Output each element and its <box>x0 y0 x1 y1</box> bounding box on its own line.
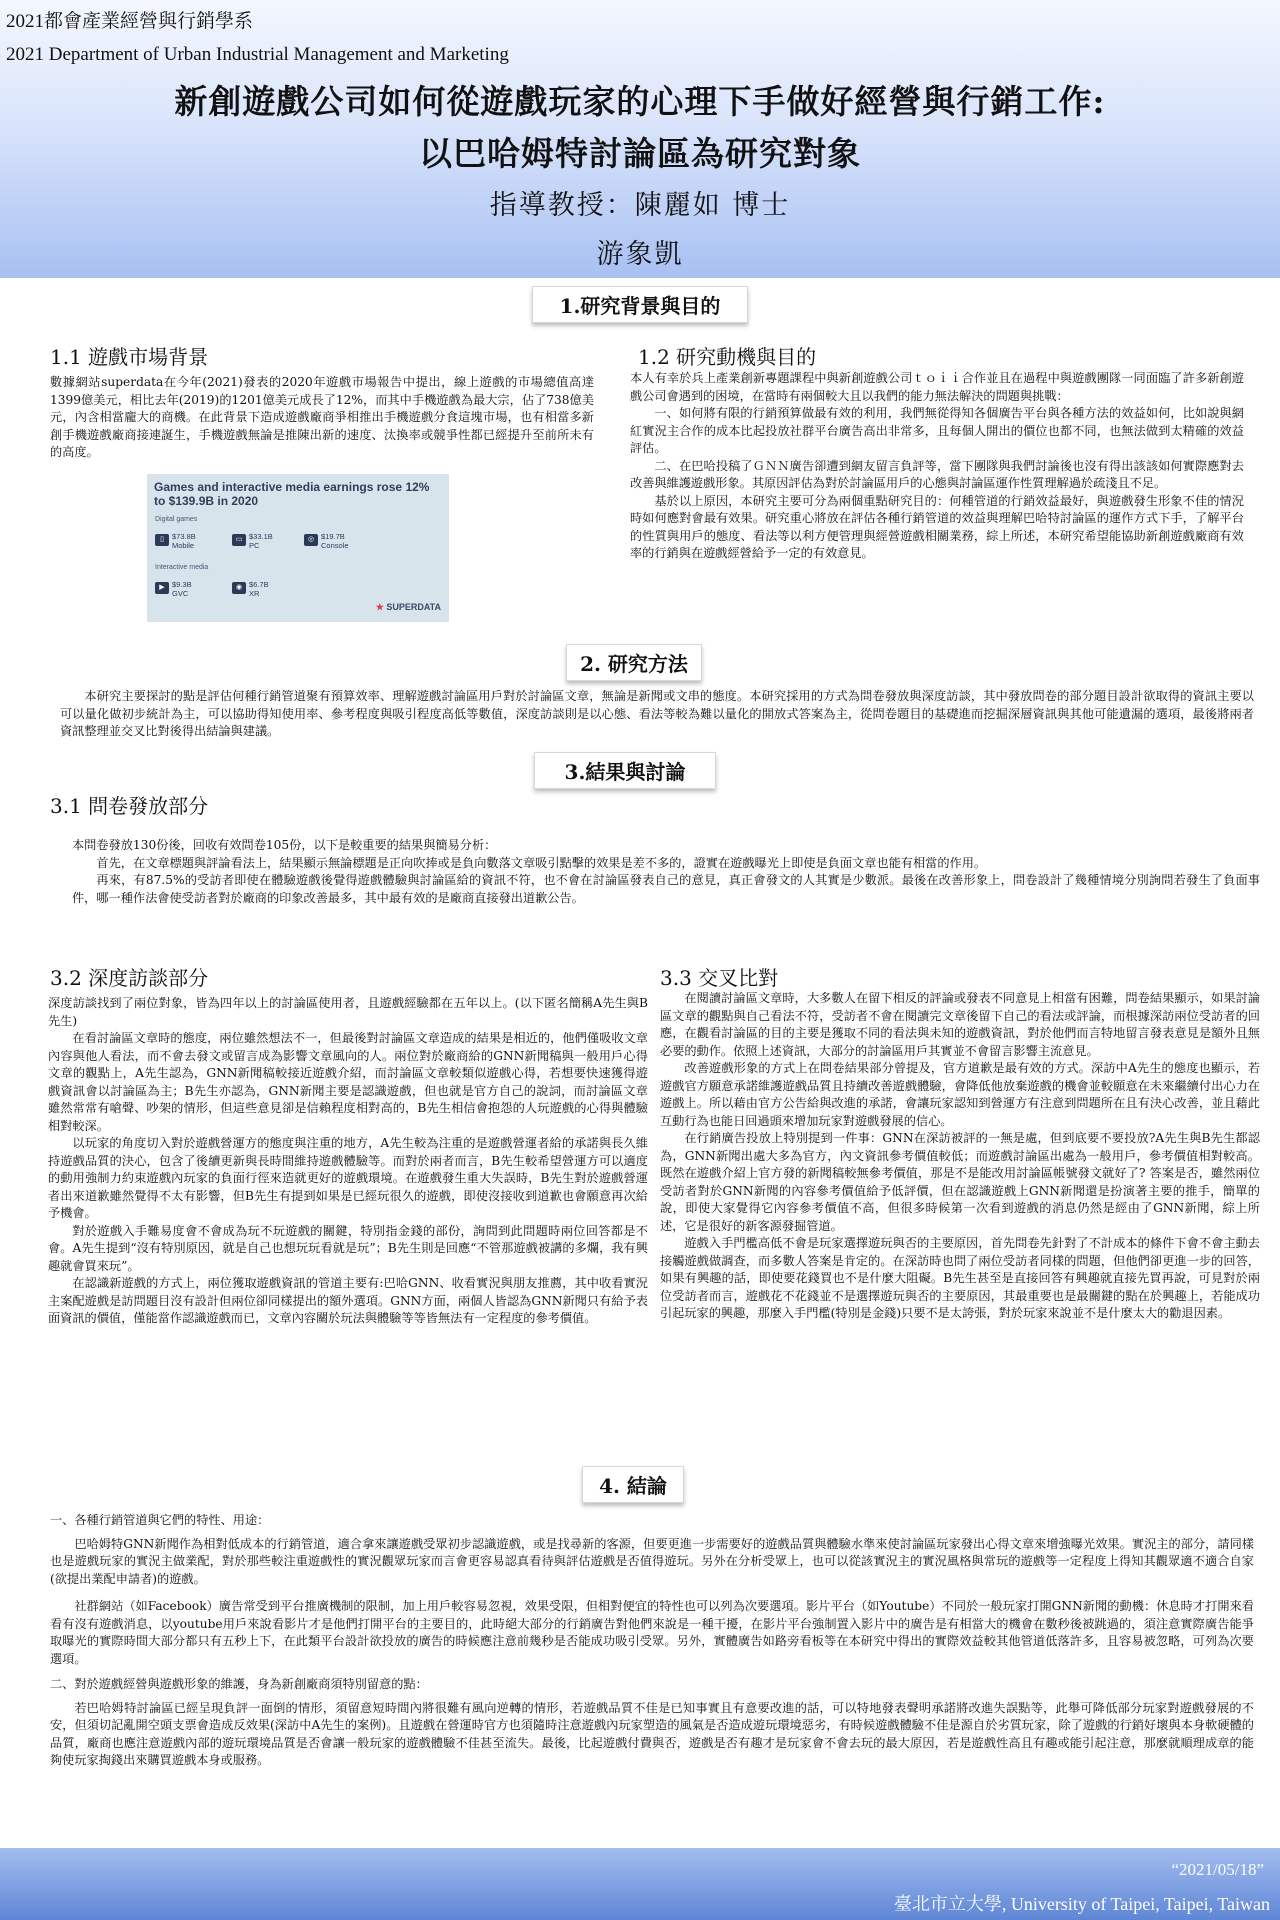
pc-value: $33.1B <box>249 532 273 541</box>
poster-header <box>0 0 1280 278</box>
gvc-icon: ▶ <box>155 582 169 594</box>
crosscheck-paragraph-2: 改善遊戲形象的方式上在問卷結果部分曾提及，官方道歉是最有效的方式。深訪中A先生的態度也顯示，若遊戲官方願意承諾維護遊戲品質且持續改善遊戲體驗，會降低他放棄遊戲的機會並較願意在未來繼續付出心力在遊戲上。所以藉由官方公告給與改進的承諾，會讓玩家認知到營運方有注意到問題所在且有決心改善，並且藉此互動行為也能日回過頭來增加玩家對遊戲發展的信心。 <box>660 1061 1260 1128</box>
digital-games-label: Digital games <box>155 516 198 523</box>
console-value: $19.7B <box>321 532 345 541</box>
method-paragraph: 本研究主要探討的點是評估何種行銷管道聚有預算效率、理解遊戲討論區用戶對於討論區文章，無論是新聞或文串的態度。本研究採用的方式為問卷發放與深度訪談，其中發放問卷的部分題目設計欲取得的資訊主要以可以量化做初步統計為主，可以協助得知使用率、參考程度與吸引程度高低等數值，深度訪談則是以心態、看法等較為難以量化的開放式答案為主，從問卷題目的基礎進而挖掘深層資訊與其他可能遺漏的選項，最後將兩者資訊整理並交叉比對後得出結論與建議。 <box>60 689 1254 738</box>
superdata-earnings-figure <box>147 474 449 622</box>
xr-name: XR <box>249 589 260 598</box>
conclusion-paragraph-1: 巴哈姆特GNN新聞作為相對低成本的行銷管道，適合拿來讓遊戲受眾初步認識遊戲，或是找尋新的客源，但要更進一步需要好的遊戲品質與體驗水準來使討論區玩家發出心得文章來增強曝光效果。實況主的部分，請同樣也是遊戲玩家的實況主做業配，對於那些較注重遊戲性的實況觀眾玩家而言會更容易認真看待與評估遊戲是否值得遊玩。另外在分析受眾上，也可以從該實況主的實況風格與常玩的遊戲等一定程度上得知其觀眾適不適合自家(欲提出業配申請者)的遊戲。 <box>50 1536 1254 1586</box>
conclusion-paragraph-2: 社群網站（如Facebook）廣告常受到平台推廣機制的限制，加上用戶較容易忽視，效果受限，但相對便宜的特性也可以列為次要選項。影片平台（如Youtube）不同於一般玩家打開GNN新聞的動機：休息時才打開來看看有沒有遊戲消息，以youtube用戶來說看影片才是他們打開平台的主要目的，此時絕大部分的行銷廣告對他們來說是一種干擾，在影片平台強制置入影片中的廣告是有相當大的機會在數秒後被跳過的，須注意實際廣告能爭取曝光的實際時間大部分都只有五秒上下，在此類平台設計欲投放的廣告的時候應注意前幾秒是否能成功吸引受眾。另外，實體廣告如路旁看板等在本研究中得出的實際效益較其他管道低落許多，且容易被忽略，可列為次要選項。 <box>50 1599 1254 1666</box>
market-paragraph: 數據網站superdata在今年(2021)發表的2020年遊戲市場報告中提出，線上遊戲的市場總值高達1399億美元，相比去年(2019)的1201億美元成長了12%，而其中手機遊戲為最大宗，佔了738億美元，內含相當龐大的商機。在此背景下造成遊戲廠商爭相推出手機遊戲分食這塊市場，也有相當多新創手機遊戲廠商接連誕生，手機遊戲無論是推陳出新的速度、汰換率或競爭性都已經提升至前所未有的高度。 <box>50 375 594 459</box>
motivation-paragraph-4: 基於以上原因，本研究主要可分為兩個重點研究目的：何種管道的行銷效益最好，與遊戲發生形象不佳的情況時如何應對會最有效果。研究重心將放在評估各種行銷管道的效益與理解巴哈特討論區的運作方式下手，了解平台的性質與用戶的態度、看法等以利方便管理與經營遊戲相關業務，綜上所述，本研究希望能協助新創遊戲廠商有效率的行銷與在遊戲經營給予一定的有效意見。 <box>630 493 1244 560</box>
interview-text <box>48 995 648 1328</box>
figure-title: Games and interactive media earnings rose 12% to $139.9B in 2020 <box>154 480 430 508</box>
section-title-method: 2. 研究方法 <box>566 644 702 681</box>
motivation-paragraph-3: 二、在巴哈投稿了ＧＮＮ廣告卻遭到網友留言負評等，當下團隊與我們討論後也沒有得出該該如何實際應對去改善與維護遊戲形象。其原因評估為對於討論區用戶的心態與討論區運作性質理解過於疏淺且不足。 <box>630 458 1244 490</box>
motivation-text <box>630 370 1244 563</box>
interview-paragraph-5: 在認識新遊戲的方式上，兩位獲取遊戲資訊的管道主要有:巴哈GNN、收看實況與朋友推薦，其中收看實況主案配遊戲是訪問題目沒有設計但兩位卻同樣提出的額外選項。GNN方面，兩個人皆認為GNN新聞只有給予表面資訊的價值，僅能當作認識遊戲而已，文章內容關於玩法與體驗等等皆無法有一定程度的參考價值。 <box>48 1276 648 1325</box>
motivation-paragraph-2: 一、如何將有限的行銷預算做最有效的利用，我們無從得知各個廣告平台與各種方法的效益如何，比如說與網紅實況主合作的成本比起投放社群平台廣告高出非常多，且每個人開出的價位也都不同，也無法做到太精確的效益評估。 <box>630 406 1244 455</box>
xr-value: $6.7B <box>249 580 269 589</box>
crosscheck-paragraph-3: 在行銷廣告投放上特別提到一件事：GNN在深訪被評的一無是處，但到底要不要投放?A先生與B先生都認為，GNN新聞出處大多為官方，內文資訊參考價值較低；而遊戲討論區出處為一般用戶，參考價值相對較高。既然在遊戲介紹上官方發的新聞稿較無參考價值，那是不是能改用討論區帳號發文就好了? 答案是否，雖然兩位受訪者對於GNN新聞的內容參考價值給予低評價，但在認識遊戲上GNN新聞還是扮演著主要的推手，簡單的說，即使大家覺得它內容參考價值不高，但很多時候第一次看到遊戲的消息仍然是經由了GNN新聞，綜上所述，它是很好的新客源發掘管道。 <box>660 1131 1260 1233</box>
console-icon: ◎ <box>304 534 318 546</box>
section-title-results: 3.結果與討論 <box>534 752 716 789</box>
interview-paragraph-4: 對於遊戲入手難易度會不會成為玩不玩遊戲的關鍵，特別指金錢的部份，詢問到此問題時兩位回答都是不會。A先生提到“沒有特別原因，就是自己也想玩玩看就是玩”；B先生則是回應“不管那遊戲被講的多爛，我有興趣就會買來玩”。 <box>48 1223 648 1273</box>
mobile-value: $73.8B <box>172 532 196 541</box>
motivation-paragraph-1: 本人有幸於兵上產業創新專題課程中與新創遊戲公司ｔｏｉｉ合作並且在過程中與遊戲團隊一同面臨了許多新創遊戲公司會遇到的困境，在當時有兩個較大且以我們的能力無法解決的問題與挑戰： <box>630 371 1244 403</box>
method-text <box>60 688 1254 741</box>
subsection-heading-interview: 3.2 深度訪談部分 <box>50 966 209 990</box>
poster-title-line2: 以巴哈姆特討論區為研究對象 <box>419 134 861 173</box>
university-name: 臺北市立大學, University of Taipei, Taipei, Taiwan <box>893 1894 1270 1914</box>
author: 游象凱 <box>596 239 684 270</box>
interview-paragraph-2: 在看討論區文章時的態度，兩位雖然想法不一，但最後對討論區文章造成的結果是相近的，他們僅吸收文章內容與他人看法，而不會去發文或留言成為影響文章風向的人。兩位對於廠商給的GNN新聞稿與一般用戶心得文章的觀點上，A先生認為，GNN新聞稿較接近遊戲介紹，而討論區文章較類似遊戲心得，若想要快速獲得遊戲資訊會以討論區為主；B先生亦認為，GNN新聞主要是認識遊戲，但也就是官方自己的說詞，而討論區文章雖然常常有嗆聲、吵架的情形，但這些意見卻是信賴程度相對高的，B先生相信會抱怨的人玩遊戲的心得與體驗相對較深。 <box>48 1031 648 1133</box>
department-zh: 2021都會產業經營與行銷學系 <box>6 11 254 32</box>
market-background-text <box>50 374 594 462</box>
crosscheck-text <box>660 990 1260 1323</box>
superdata-logo <box>376 602 441 613</box>
gvc-value-block <box>172 580 192 598</box>
advisor: 指導教授：陳麗如 博士 <box>489 190 791 221</box>
poster-date: “2021/05/18” <box>1171 1860 1264 1879</box>
survey-paragraph-3: 再來，有87.5%的受訪者即使在體驗遊戲後覺得遊戲體驗與討論區給的資訊不符，也不會在討論區發表自己的意見，真正會發文的人其實是少數派。最後在改善形象上，問卷設計了幾種情境分別詢問若發生了負面事件，哪一種作法會使受訪者對於廠商的印象改善最多，其中最有效的是廠商直接發出道歉公告。 <box>72 873 1260 905</box>
xr-value-block <box>249 580 269 598</box>
star-icon: ★ <box>375 602 384 612</box>
conclusion-heading-1: 一、各種行銷管道與它們的特性、用途： <box>50 1513 270 1527</box>
crosscheck-paragraph-1: 在閱讀討論區文章時，大多數人在留下相反的評論或發表不同意見上相當有困難，問卷結果顯示，如果討論區文章的觀點與自己看法不符，受訪者不會在閱讀完文章後留下自己的看法或評論，而根據深訪兩位受訪者的回應，在觀看討論區的目的主要是獲取不同的看法與未知的遊戲資訊，對於他們而言特地留言發表意見是額外且無必要的動作。依照上述資訊，大部分的討論區用戶其實並不會留言影響主流意見。 <box>660 991 1260 1058</box>
console-value-block <box>321 532 349 550</box>
gvc-name: GVC <box>172 589 189 598</box>
conclusion-heading-2: 二、對於遊戲經營與遊戲形象的維護，身為新創廠商須特別留意的點： <box>50 1677 428 1691</box>
poster-footer <box>0 1848 1280 1920</box>
mobile-icon: ▯ <box>155 534 169 546</box>
section-title-conclusion: 4. 結論 <box>582 1466 684 1503</box>
subsection-heading-motivation: 1.2 研究動機與目的 <box>638 345 817 369</box>
survey-paragraph-2: 首先，在文章標題與評論看法上，結果顯示無論標題是正向吹捧或是負向數落文章吸引點擊的效果是差不多的，證實在遊戲曝光上即使是負面文章也能有相當的作用。 <box>96 855 987 870</box>
interactive-media-label: Interactive media <box>155 564 209 571</box>
conclusion-paragraph-3: 若巴哈姆特討論區已經呈現負評一面倒的情形，須留意短時間內將很難有風向逆轉的情形，若遊戲品質不佳是已知事實且有意要改進的話，可以特地發表聲明承諾將改進失誤點等，此舉可降低部分玩家對遊戲發展的不安，但須切記亂開空頭支票會造成反效果(深訪中A先生的案例)。且遊戲在營運時官方也須隨時注意遊戲內玩家塑造的風氣是否造成遊玩環境惡劣，有時候遊戲體驗不佳是源自於劣質玩家，除了遊戲的行銷好壞與本身軟硬體的品質，廠商也應注意遊戲內部的遊玩環境品質是否會讓一般玩家的遊戲體驗不佳甚至流失。最後，比起遊戲付費與否，遊戲是否有趣才是玩家會不會去玩的最大原因，若是遊戲性高且有趣或能引起注意，那麼就順理成章的能夠使玩家掏錢出來購買遊戲本身或服務。 <box>50 1700 1254 1767</box>
survey-text <box>72 837 1260 907</box>
subsection-heading-crosscheck: 3.3 交叉比對 <box>660 966 779 990</box>
console-name: Console <box>321 541 349 550</box>
xr-icon: ◉ <box>232 582 246 594</box>
pc-icon: ▭ <box>232 534 246 546</box>
subsection-heading-market: 1.1 遊戲市場背景 <box>50 345 209 369</box>
interview-paragraph-1: 深度訪談找到了兩位對象，皆為四年以上的討論區使用者，且遊戲經驗都在五年以上。(以下匿名簡稱A先生與B先生) <box>48 996 648 1028</box>
interview-paragraph-3: 以玩家的角度切入對於遊戲營運方的態度與注重的地方，A先生較為注重的是遊戲營運者給的承諾與長久維持遊戲品質的決心，包含了後續更新與長時間維持遊戲體驗等。而對於兩者而言，B先生較希望營運方可以適度的動用強制力約束遊戲內玩家的負面行徑來造就更好的遊戲環境。在遊戲發生重大失誤時，B先生對於遊戲營運者出來道歉雖然覺得不太有影響，但B先生有提到如果是已經玩很久的遊戲，即使沒接收到道歉也會願意再次給予機會。 <box>48 1136 648 1220</box>
pc-name: PC <box>249 541 260 550</box>
pc-value-block <box>249 532 273 550</box>
conclusion-text <box>50 1512 1254 1770</box>
crosscheck-paragraph-4: 遊戲入手門檻高低不會是玩家選擇遊玩與否的主要原因，首先問卷先針對了不計成本的條件下會不會主動去接觸遊戲做調查，而多數人答案是肯定的。在深訪時也問了兩位受訪者同樣的問題，但他們卻更進一步的回答，如果有興趣的話，即使要花錢買也不是什麼大阻礙。B先生甚至是直接回答有興趣就直接先買再說，可見對於兩位受訪者而言，遊戲花不花錢並不是選擇遊玩與否的主要原因，其最重要也是最關鍵的點在於興趣上，若能成功引起玩家的興趣，那麼入手門檻(特別是金錢)只要不是太誇張，對於玩家來說並不是什麼太大的勸退因素。 <box>660 1236 1260 1320</box>
gvc-value: $9.3B <box>172 580 192 589</box>
brand-name: SUPERDATA <box>386 602 441 612</box>
department-en: 2021 Department of Urban Industrial Management and Marketing <box>6 44 509 65</box>
mobile-value-block <box>172 532 196 550</box>
mobile-name: Mobile <box>172 541 195 550</box>
subsection-heading-survey: 3.1 問卷發放部分 <box>50 794 209 818</box>
survey-paragraph-1: 本問卷發放130份後，回收有效問卷105份，以下是較重要的結果與簡易分析： <box>72 838 497 852</box>
poster-title-line1: 新創遊戲公司如何從遊戲玩家的心理下手做好經營與行銷工作: <box>174 82 1106 121</box>
section-title-background: 1.研究背景與目的 <box>532 286 748 323</box>
